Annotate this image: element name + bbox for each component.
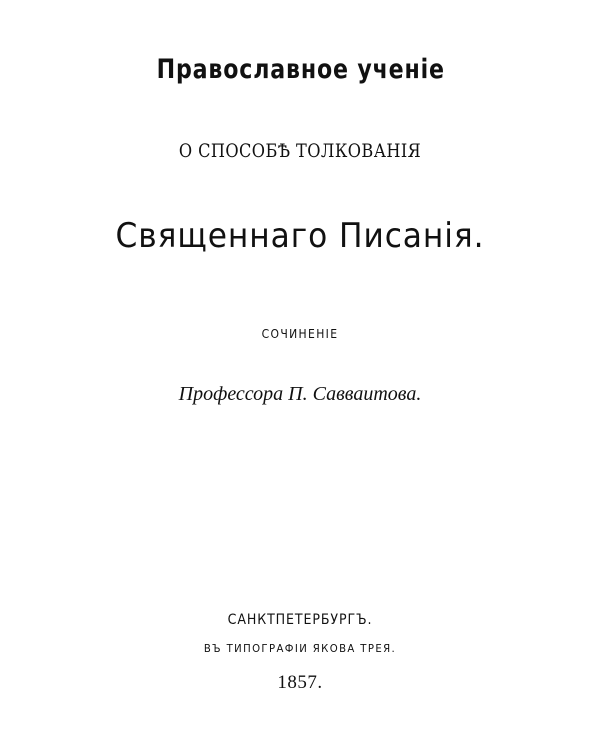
printer-line: ВЪ ТИПОГРАФІИ ЯКОВА ТРЕЯ. xyxy=(203,642,397,655)
book-subtitle: О СПОСОБѢ ТОЛКОВАНІЯ xyxy=(178,140,422,162)
publication-city: САНКТПЕТЕРБУРГЪ. xyxy=(227,612,373,628)
book-main-title: Священнаго Писанія. xyxy=(115,216,485,256)
author-line: Профессора П. Савваитова. xyxy=(178,383,422,405)
publication-year: 1857. xyxy=(277,672,323,693)
work-label: СОЧИНЕНІЕ xyxy=(261,327,339,341)
book-title: Православное ученіе xyxy=(156,54,445,85)
